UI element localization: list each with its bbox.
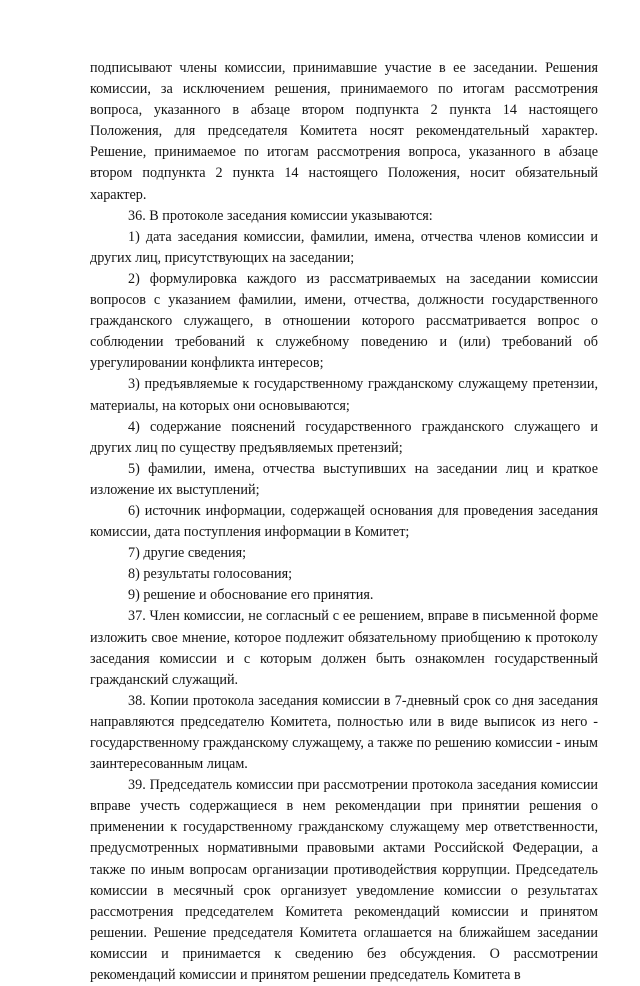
list-item-3: 3) предъявляемые к государственному гражданскому служащему претензии, материалы, на которых они основываются; — [90, 376, 598, 414]
paragraph-39: 39. Председатель комиссии при рассмотрении протокола заседания комиссии вправе учесть содержащиеся в нем рекомендации при принятии решения о применении к государственному гражданскому служащему мер ответственности, предусмотренных нормативными правовыми актами Российской Федерации, а также по иным вопросам организации противодействия коррупции. Председатель комиссии в месячный срок организует уведомление комиссии о результатах рассмотрения председателем Комитета рекомендаций комиссии и принятом решении. Решение председателя Комитета оглашается на ближайшем заседании комиссии и принимается к сведению без обсуждения. О рассмотрении рекомендаций комиссии и принятом решении председатель Комитета в — [90, 777, 598, 984]
list-item-6: 6) источник информации, содержащей основания для проведения заседания комиссии, дата поступления информации в Комитет; — [90, 502, 598, 541]
list-item-7: 7) другие сведения; — [128, 545, 247, 562]
paragraph-38: 38. Копии протокола заседания комиссии в 7-дневный срок со дня заседания направляются председателю Комитета, полностью или в виде выписок из него - государственному гражданскому служащему, а также по решению комиссии - иным заинтересованным лицам. — [90, 692, 598, 773]
paragraph-35-continuation: подписывают члены комиссии, принимавшие участие в ее заседании. Решения комиссии, за исключением решения, принимаемого по итогам рассмотрения вопроса, указанного в абзаце втором подпункта 2 пункта 14 настоящего Положения, для председателя Комитета носят рекомендательный характер. Решение, принимаемое по итогам рассмотрения вопроса, указанного в абзаце втором подпункта 2 пункта 14 настоящего Положения, носит обязательный характер. — [90, 60, 598, 203]
list-item-2: 2) формулировка каждого из рассматриваемых на заседании комиссии вопросов с указанием фамилии, имени, отчества, должности государственного гражданского служащего, в отношении которого рассматривается вопрос о соблюдении требований к служебному поведению и (или) требований об урегулировании конфликта интересов; — [90, 270, 598, 372]
list-item-9: 9) решение и обоснование его принятия. — [128, 587, 374, 604]
list-item-8: 8) результаты голосования; — [128, 566, 293, 583]
paragraph-36-heading: 36. В протоколе заседания комиссии указываются: — [128, 207, 433, 224]
list-item-1: 1) дата заседания комиссии, фамилии, имена, отчества членов комиссии и других лиц, присутствующих на заседании; — [90, 228, 598, 266]
paragraph-37: 37. Член комиссии, не согласный с ее решением, вправе в письменной форме изложить свое мнение, которое подлежит обязательному приобщению к протоколу заседания комиссии и с которым должен быть ознакомлен государственный гражданский служащий. — [90, 608, 598, 688]
list-item-5: 5) фамилии, имена, отчества выступивших на заседании лиц и краткое изложение их выступлений; — [90, 460, 598, 498]
list-item-4: 4) содержание пояснений государственного гражданского служащего и других лиц по существу предъявляемых претензий; — [90, 418, 598, 456]
document-page — [90, 58, 598, 986]
